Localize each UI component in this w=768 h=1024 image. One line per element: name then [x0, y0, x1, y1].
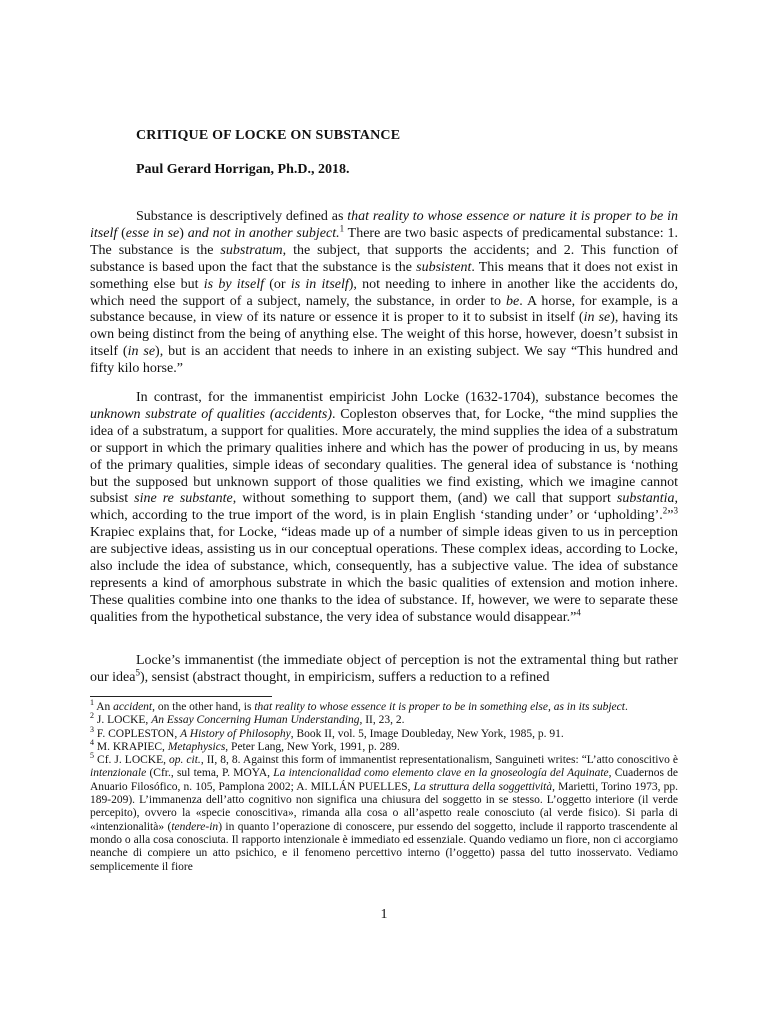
italic-run: tendere-in	[171, 820, 219, 833]
text-run: In contrast, for the immanentist empiricist John Locke (1632-1704), substance becomes the	[136, 390, 678, 405]
italic-run: in se	[583, 310, 611, 326]
paragraph-1	[90, 209, 678, 378]
text-run: ), but is an accident that needs to inhere in an existing subject. We say “This hundred and fifty kilo horse.”	[90, 344, 678, 377]
text-run: (or	[264, 276, 291, 292]
text-run: ) in quanto l’operazione di conoscere, pur essendo del soggetto, include il rapporto trascendente al mondo o alla cosa conosciuta. Il rapporto intenzionale è immediato ed essenziale. Quando vediamo un fiore, non ci accorgiamo neanche di compiere un atto psichico, e il fenomeno percettivo interno (l’oggetto) passa del tutto inosservato. Vediamo semplicemente il fiore	[90, 820, 678, 873]
text-run: Krapiec explains that, for Locke, “ideas made up of a number of simple ideas given to us in perception are subjective ideas, assisting us in our conceptual operations. These complex ideas, according to Locke, also include the idea of substance, which, consequently, has a subjective value. The idea of substance represents a kind of amorphous substrate in which the basic qualities of extension and motion inhere. These qualities combine into one thanks to the idea of substance. If, however, we were to separate these qualities from the hypothetical substance, the very idea of substance would disappear.”	[90, 525, 678, 625]
text-run: , Cuadernos de Anuario Filosófico, n. 105, Pamplona 2002; A. MILLÁN PUELLES,	[90, 767, 679, 793]
text-run: ), sensist (abstract thought, in empiricism, suffers a reduction to a refined	[139, 669, 550, 685]
italic-run: La struttura della soggettività	[413, 780, 553, 793]
text-run: An	[94, 701, 114, 713]
italic-run: intenzionale	[90, 767, 147, 780]
text-run: .	[624, 701, 628, 713]
text-run: . This means that it does not exist in something else but	[90, 259, 678, 292]
footnote-ref-3[interactable]: 3	[673, 505, 678, 516]
text-run: , without something to support them, (and) we call that support	[232, 491, 617, 507]
italic-run: A History of Philosophy	[180, 727, 291, 740]
text-run: Locke’s immanentist (the immediate object of perception is not the extramental thing but rather our idea	[90, 653, 678, 685]
footnote-ref-4[interactable]: 4	[576, 607, 581, 618]
paragraph-3	[90, 653, 678, 687]
text-run: , the subject, that supports the accidents; and 2. This function of substance is based upon the fact that the substance is the	[90, 242, 678, 275]
italic-run: esse in se	[125, 225, 180, 241]
italic-run: substantia	[616, 491, 675, 507]
italic-run: La intencionalidad como elemento clave en la gnoseología del Aquinate	[273, 767, 609, 780]
text-run: F. COPLESTON,	[94, 727, 181, 740]
text-run: . Copleston observes that, for Locke, “the mind supplies the idea of a substratum, a support for qualities. More accurately, the mind supplies the idea of a substratum or support in which the primary qualities inhere and which has the power of producing in us, by means of the primary qualities, simple ideas of secondary qualities. The general idea of substance is ‘nothing but the supposed but unknown support of those qualities we find existing, which we imagine cannot subsist	[90, 406, 678, 507]
italic-run: An Essay Concerning Human Understanding	[151, 714, 360, 727]
footnotes	[90, 698, 679, 874]
page-title: CRITIQUE OF LOCKE ON SUBSTANCE	[136, 128, 401, 143]
italic-run: unknown substrate of qualities (accidents)	[90, 406, 333, 422]
footnote-number: 5	[90, 751, 94, 761]
text-run: ), not needing to inhere in another like the accidents do, which need the support of a subject, namely, the substance, in order to	[90, 276, 678, 309]
text-run: . A horse, for example, is a substance because, in view of its nature or essence it is proper to it to subsist in itself (	[90, 293, 678, 326]
footnote-2	[90, 711, 678, 727]
text-run: ”	[667, 508, 674, 524]
italic-run: substratum	[220, 242, 283, 258]
text-run: , Book II, vol. 5, Image Doubleday, New York, 1985, p. 91.	[290, 727, 564, 740]
italic-run: accident	[113, 701, 153, 713]
footnote-3	[90, 724, 678, 741]
footnote-ref-1[interactable]: 1	[339, 223, 345, 234]
italic-run: that reality to whose essence it is proper to be in something else, as in its subject	[254, 701, 625, 713]
text-run: , II, 23, 2.	[359, 714, 405, 727]
footnote-separator	[90, 696, 272, 697]
text-run: Substance is descriptively defined as	[136, 209, 348, 224]
author-line: Paul Gerard Horrigan, Ph.D., 2018.	[136, 162, 350, 177]
text-run: Cf. J. LOCKE,	[94, 754, 170, 767]
footnote-number: 4	[90, 738, 94, 748]
italic-run: and not in another subject.	[187, 225, 340, 241]
footnote-number: 1	[90, 698, 94, 708]
page-number: 1	[380, 907, 388, 922]
footnote-1	[90, 698, 678, 714]
footnote-ref-5[interactable]: 5	[135, 667, 140, 678]
italic-run: that reality to whose essence or nature it is proper to be in itself	[90, 209, 678, 241]
footnote-4	[90, 738, 678, 754]
footnote-number: 2	[90, 711, 94, 721]
text-run: M. KRAPIEC,	[94, 740, 168, 753]
text-run: , Marietti, Torino 1973, pp. 189-209). L’immanenza dell’atto cognitivo non significa una chiusura del soggetto in se stesso. L’oggetto interiore (il verde percepito), ovvero la «specie conoscitiva», rimanda alla cosa o all’aspetto reale conosciuto (al verde fisico). Si parla di «intenzionalità» (	[90, 780, 679, 833]
italic-run: sine re substante	[134, 491, 233, 507]
text-run: There are two basic aspects of predicamental substance: 1. The substance is the	[90, 225, 678, 258]
footnote-ref-2[interactable]: 2	[662, 505, 668, 516]
italic-run: is by itself	[203, 276, 264, 292]
italic-run: be	[506, 293, 520, 309]
italic-run: in se	[127, 344, 156, 360]
italic-run: Metaphysics	[167, 740, 226, 753]
text-run: )	[179, 225, 188, 241]
italic-run: op. cit.	[169, 754, 201, 767]
text-run: , II, 8, 8. Against this form of immanentist representationalism, Sanguineti writes: “L’atto conoscitivo è	[200, 754, 679, 767]
paragraph-2	[90, 390, 678, 627]
italic-run: is in itself	[290, 276, 349, 292]
text-run: J. LOCKE,	[94, 714, 152, 727]
text-run: , on the other hand, is	[152, 701, 255, 713]
text-run: (Cfr., sul tema, P. MOYA,	[146, 767, 274, 780]
italic-run: subsistent	[416, 259, 472, 275]
footnote-5	[90, 751, 679, 874]
text-run: ), having its own being distinct from the being of anything else. The weight of this horse, however, doesn’t subsist in itself (	[90, 310, 678, 360]
text-run: (	[117, 225, 126, 241]
footnote-number: 3	[90, 724, 94, 734]
text-run: , Peter Lang, New York, 1991, p. 289.	[225, 740, 400, 753]
text-run: , which, according to the true import of the word, is in plain English ‘standing under’ or ‘upholding’.	[90, 491, 678, 524]
